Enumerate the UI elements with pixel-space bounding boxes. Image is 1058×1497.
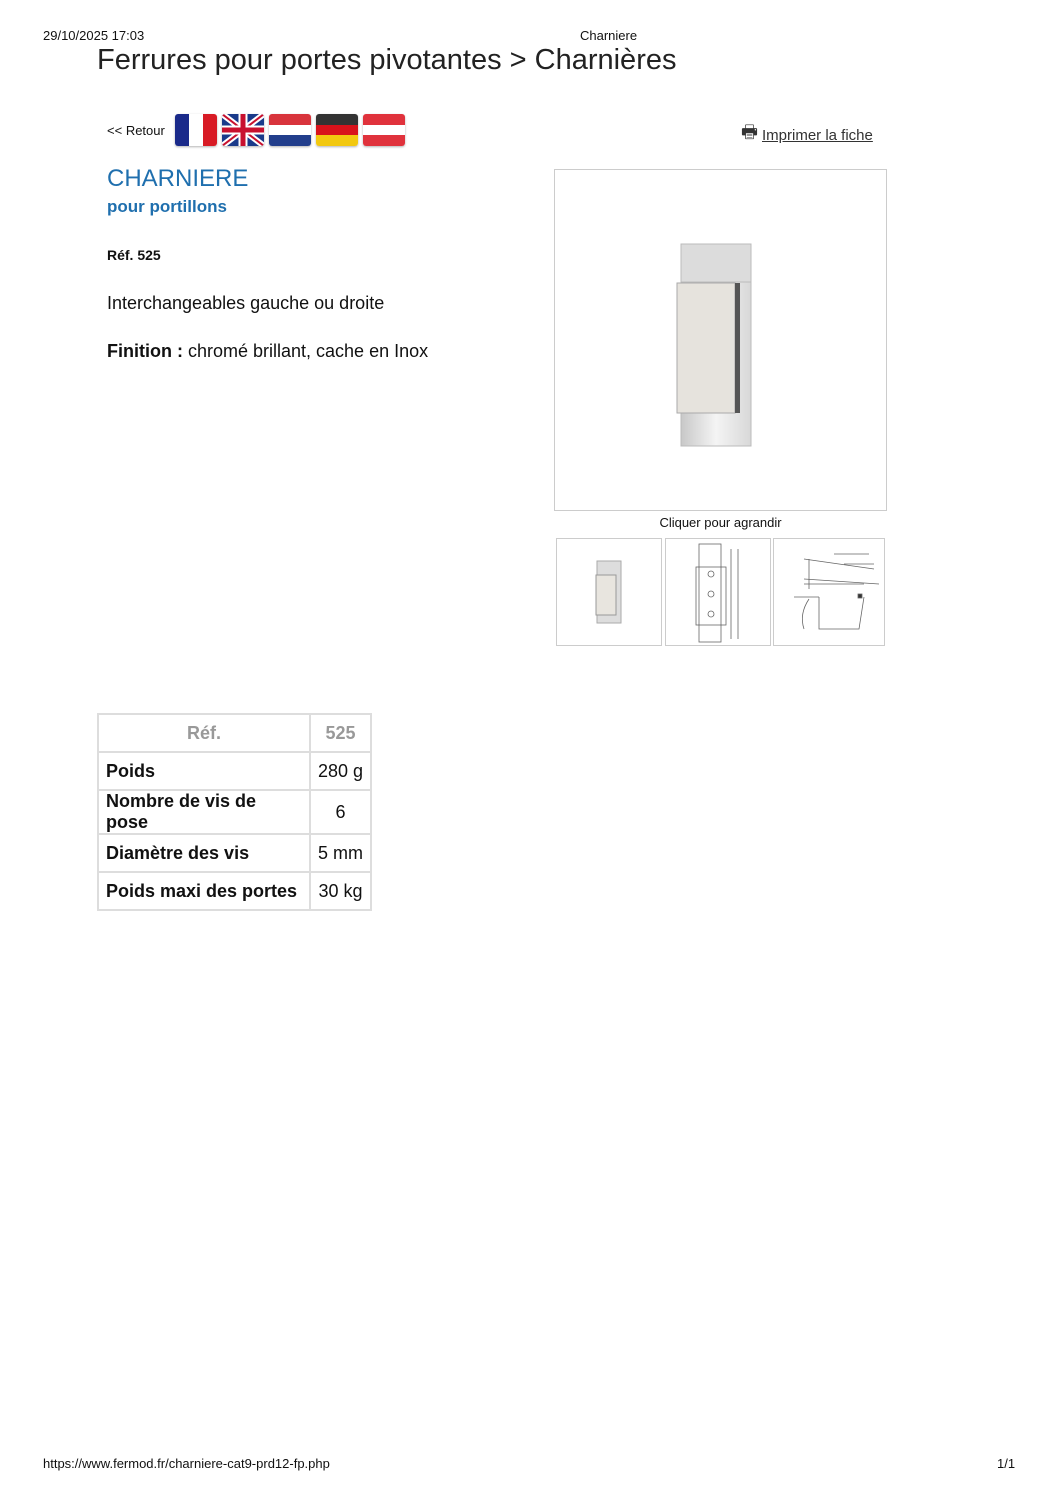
spec-value: 6 bbox=[310, 790, 371, 834]
product-description: Interchangeables gauche ou droite bbox=[107, 293, 385, 313]
thumbnail-drawing-section[interactable] bbox=[773, 538, 885, 646]
finish-value: chromé brillant, cache en Inox bbox=[182, 341, 429, 361]
print-page-title: Charniere bbox=[580, 28, 638, 43]
product-subtitle: pour portillons bbox=[107, 197, 227, 216]
table-header-row bbox=[98, 714, 371, 752]
back-arrows: << bbox=[107, 123, 123, 138]
finish-label: Finition : bbox=[107, 341, 183, 361]
print-link-label: Imprimer la fiche bbox=[762, 126, 873, 144]
spec-label: Poids bbox=[98, 752, 310, 790]
back-link[interactable] bbox=[107, 123, 165, 138]
print-datetime: 29/10/2025 17:03 bbox=[43, 28, 145, 43]
header-ref-value: 525 bbox=[310, 714, 371, 752]
product-image[interactable] bbox=[554, 169, 887, 511]
flag-de-icon[interactable] bbox=[316, 114, 358, 146]
table-row bbox=[98, 834, 371, 872]
breadcrumb[interactable]: Ferrures pour portes pivotantes > Charnières bbox=[97, 44, 677, 76]
spec-value: 280 g bbox=[310, 752, 371, 790]
image-caption: Cliquer pour agrandir bbox=[659, 515, 782, 530]
flag-at-icon[interactable] bbox=[363, 114, 405, 146]
product-finish bbox=[107, 341, 428, 362]
print-footer-url: https://www.fermod.fr/charniere-cat9-prd12-fp.php bbox=[43, 1456, 330, 1471]
flag-uk-icon[interactable] bbox=[222, 114, 264, 146]
printer-icon: 🖶 bbox=[741, 122, 758, 142]
print-footer-page: 1/1 bbox=[997, 1456, 1016, 1471]
header-ref-label: Réf. bbox=[98, 714, 310, 752]
spec-label: Poids maxi des portes bbox=[98, 872, 310, 910]
product-ref: Réf. 525 bbox=[107, 247, 161, 263]
thumbnail-drawing-front[interactable] bbox=[665, 538, 771, 646]
flag-nl-icon[interactable] bbox=[269, 114, 311, 146]
table-row bbox=[98, 790, 371, 834]
thumbnail-photo[interactable] bbox=[556, 538, 662, 646]
spec-value: 30 kg bbox=[310, 872, 371, 910]
spec-label: Nombre de vis de pose bbox=[98, 790, 310, 834]
flag-fr-icon[interactable] bbox=[175, 114, 217, 146]
spec-value: 5 mm bbox=[310, 834, 371, 872]
product-name: CHARNIERE bbox=[107, 165, 249, 192]
spec-label: Diamètre des vis bbox=[98, 834, 310, 872]
table-row bbox=[98, 872, 371, 910]
table-row bbox=[98, 752, 371, 790]
specs-table bbox=[97, 713, 372, 911]
back-label: Retour bbox=[125, 123, 165, 138]
print-link[interactable] bbox=[741, 120, 873, 150]
